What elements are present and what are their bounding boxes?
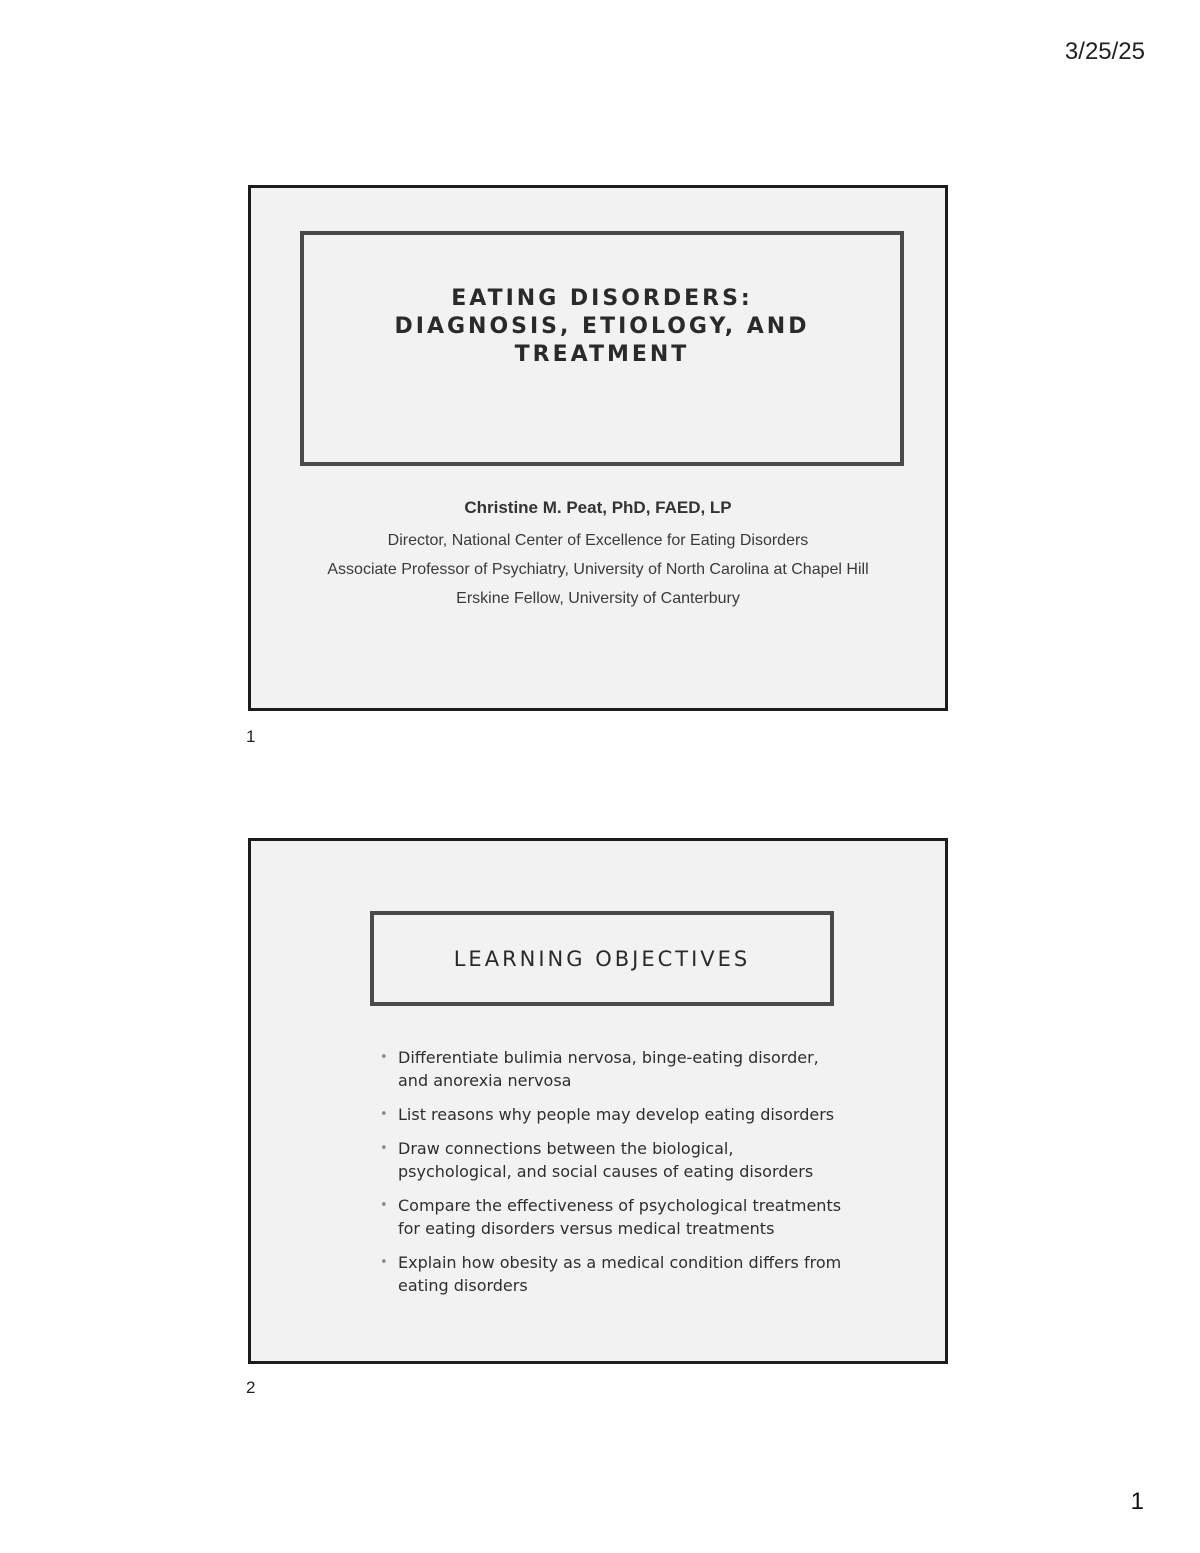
bullet-icon: • — [380, 1050, 388, 1065]
objective-text: Draw connections between the biological, psychological, and social causes of eating disorders — [398, 1139, 814, 1181]
affiliation-line: Erskine Fellow, University of Canterbury — [456, 590, 740, 607]
list-item — [379, 1046, 849, 1092]
slide-title: EATING DISORDERS: DIAGNOSIS, ETIOLOGY, AND TREATMENT — [394, 285, 810, 367]
bullet-icon: • — [380, 1107, 388, 1122]
objective-text: Differentiate bulimia nervosa, binge-eating disorder, and anorexia nervosa — [398, 1048, 819, 1090]
slide-title-box — [300, 231, 904, 466]
objective-text: Compare the effectiveness of psychological treatments for eating disorders versus medical treatments — [398, 1196, 842, 1238]
bullet-icon: • — [380, 1141, 388, 1156]
slide-2 — [248, 838, 948, 1364]
objective-text: List reasons why people may develop eating disorders — [398, 1105, 835, 1124]
objectives-list — [379, 1046, 849, 1308]
slide-title: LEARNING OBJECTIVES — [453, 946, 751, 971]
page-date: 3/25/25 — [1064, 38, 1145, 65]
bullet-icon: • — [380, 1255, 388, 1270]
list-item — [379, 1103, 849, 1126]
author-name: Christine M. Peat, PhD, FAED, LP — [464, 498, 732, 517]
affiliation-line: Associate Professor of Psychiatry, University of North Carolina at Chapel Hill — [327, 561, 869, 578]
slide-number: 2 — [246, 1378, 256, 1397]
slide-title-box — [370, 911, 834, 1006]
affiliation-line: Director, National Center of Excellence for Eating Disorders — [387, 532, 809, 549]
author-block — [251, 498, 945, 613]
page-number: 1 — [1130, 1488, 1144, 1515]
list-item — [379, 1137, 849, 1183]
objective-text: Explain how obesity as a medical condition differs from eating disorders — [398, 1253, 842, 1295]
list-item — [379, 1194, 849, 1240]
list-item — [379, 1251, 849, 1297]
bullet-icon: • — [380, 1198, 388, 1213]
slide-1 — [248, 185, 948, 711]
slide-number: 1 — [246, 727, 256, 746]
